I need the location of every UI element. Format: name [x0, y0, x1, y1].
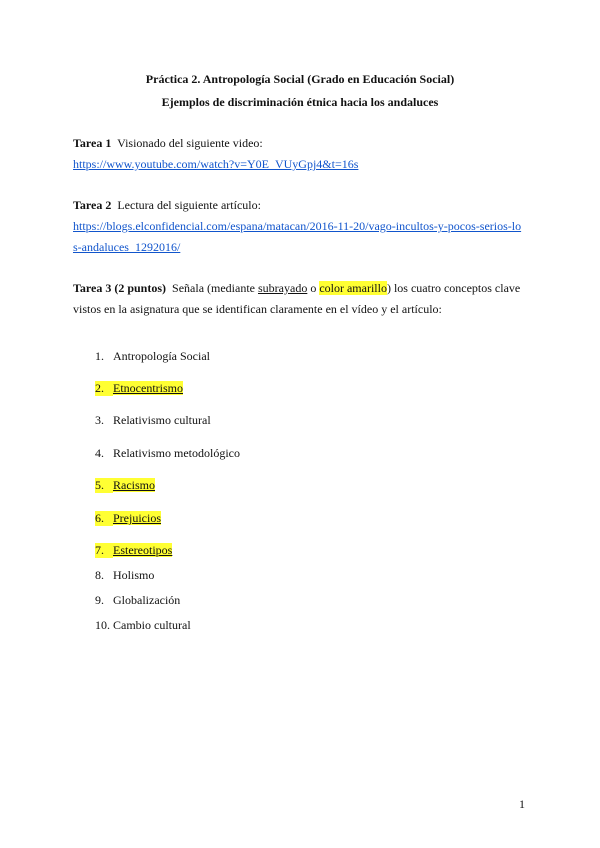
list-item — [95, 568, 154, 583]
list-item-number: 3. — [95, 413, 104, 427]
tarea-2-link-line1[interactable]: https://blogs.elconfidencial.com/espana/matacan/2016-11-20/vago-incultos-y-pocos-serios-lo — [73, 219, 522, 233]
list-item-number: 6. — [95, 511, 113, 526]
list-item-text: Prejuicios — [113, 511, 161, 525]
tarea-1-label: Tarea 1 — [73, 136, 112, 150]
list-item — [95, 618, 191, 633]
tarea-1 — [73, 136, 263, 151]
tarea-3-line2: vistos en la asignatura que se identifican claramente en el vídeo y el artículo: — [73, 302, 442, 316]
list-item — [95, 511, 161, 526]
list-item-number: 1. — [95, 349, 104, 363]
list-item-text: Cambio cultural — [113, 618, 191, 632]
list-item-text: Etnocentrismo — [113, 381, 183, 395]
tarea-1-link[interactable]: https://www.youtube.com/watch?v=Y0E_VUyGpj4&t=16s — [73, 157, 359, 171]
tarea-2-link-line2[interactable]: s-andaluces_1292016/ — [73, 240, 181, 254]
list-item-text: Antropología Social — [113, 349, 210, 363]
list-item — [95, 446, 240, 461]
tarea-3-text-b: o — [310, 281, 317, 295]
list-item-number: 7. — [95, 543, 113, 558]
tarea-3 — [73, 281, 520, 296]
list-item — [95, 543, 172, 558]
tarea-2-label: Tarea 2 — [73, 198, 112, 212]
tarea-3-text-a: Señala (mediante — [172, 281, 255, 295]
list-item — [95, 349, 210, 364]
tarea-2 — [73, 198, 261, 213]
list-item — [95, 478, 155, 493]
list-item-number: 2. — [95, 381, 113, 396]
tarea-3-text-c: ) los cuatro conceptos clave — [386, 281, 521, 295]
list-item-number: 10. — [95, 618, 110, 632]
page-number: 1 — [519, 797, 525, 811]
list-item-text: Racismo — [113, 478, 155, 492]
list-item-number: 9. — [95, 593, 104, 607]
list-item — [95, 593, 180, 608]
list-item-text: Globalización — [113, 593, 181, 607]
list-item-text: Relativismo metodológico — [113, 446, 240, 460]
document-title: Práctica 2. Antropología Social (Grado en Educación Social) — [145, 72, 455, 86]
list-item — [95, 381, 183, 396]
document-subtitle: Ejemplos de discriminación étnica hacia los andaluces — [161, 95, 439, 109]
list-item — [95, 413, 211, 428]
list-item-text: Relativismo cultural — [113, 413, 211, 427]
tarea-1-text: Visionado del siguiente video: — [117, 136, 263, 150]
list-item-number: 5. — [95, 478, 113, 493]
tarea-3-label: Tarea 3 (2 puntos) — [73, 281, 167, 295]
list-item-number: 8. — [95, 568, 104, 582]
list-item-number: 4. — [95, 446, 104, 460]
list-item-text: Holismo — [113, 568, 155, 582]
list-item-text: Estereotipos — [113, 543, 173, 557]
tarea-3-highlighted: color amarillo — [319, 281, 387, 295]
tarea-3-underlined: subrayado — [258, 281, 308, 295]
tarea-2-text: Lectura del siguiente artículo: — [117, 198, 261, 212]
